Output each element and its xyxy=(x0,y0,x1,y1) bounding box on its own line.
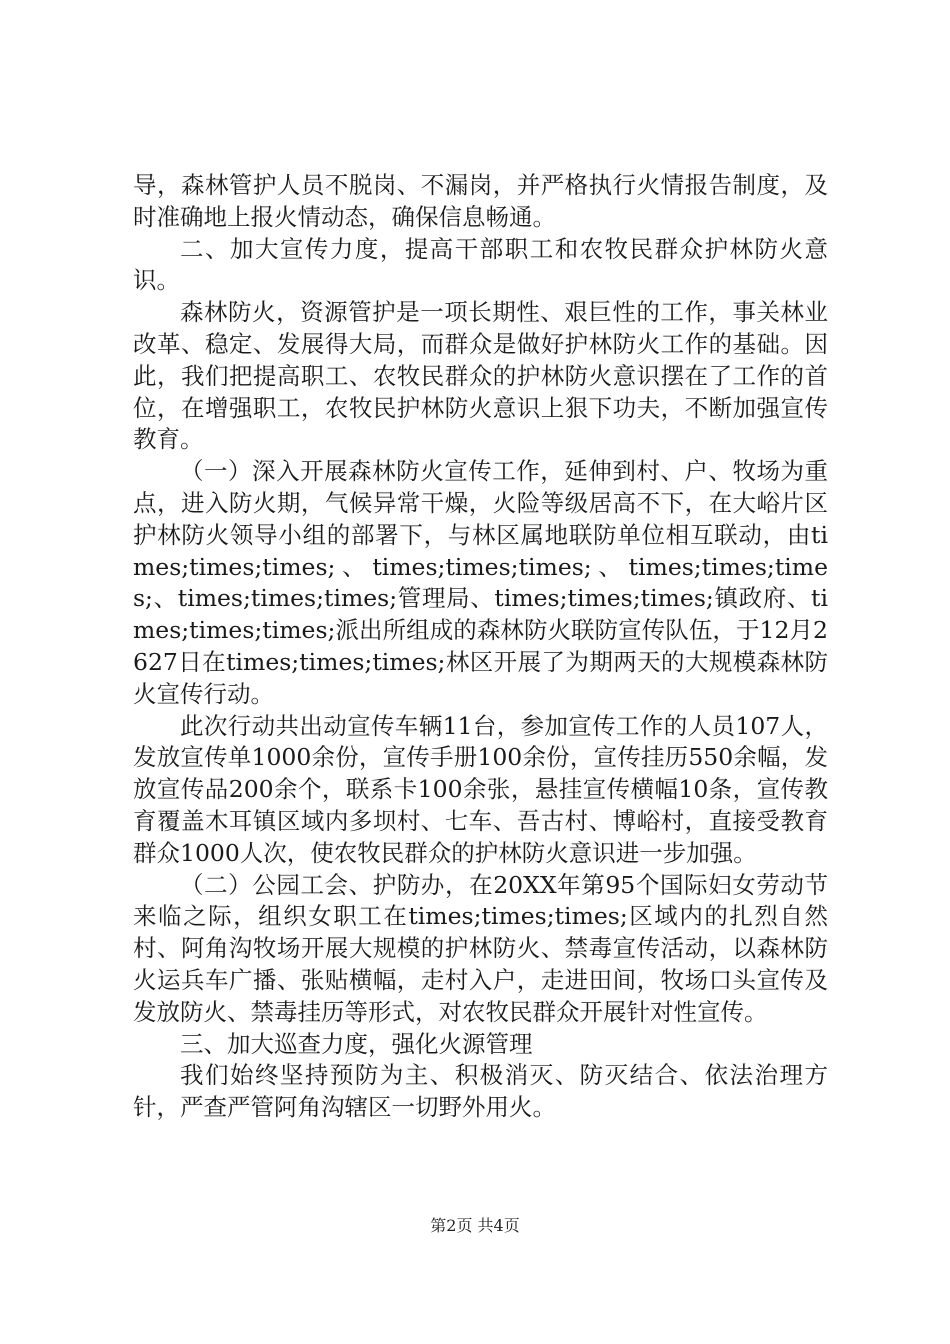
section-heading-3: 三、加大巡查力度，强化火源管理 xyxy=(180,1029,533,1058)
page-number-footer: 第2页 共4页 xyxy=(430,1216,520,1235)
paragraph-forest-fire: 森林防火，资源管护是一项长期性、艰巨性的工作，事关林业改革、稳定、发展得大局，而群众是做好护林防火工作的基础。因此，我们把提高职工、农牧民群众的护林防火意识摆在了工作的首位，在增强职工，农牧民护林防火意识上狠下功夫，不断加强宣传教育。 xyxy=(133,298,828,454)
paragraph-fire-management: 我们始终坚持预防为主、积极消灭、防灭结合、依法治理方针，严查严管阿角沟辖区一切野外用火。 xyxy=(133,1061,828,1122)
paragraph-subsection-1: （一）深入开展森林防火宣传工作，延伸到村、户、牧场为重点，进入防火期，气候异常干燥，火险等级居高不下，在大峪片区护林防火领导小组的部署下，与林区属地联防单位相互联动，由times;times;times;、times;times;times;、times;times;times;、times;times;times;管理局、times;times;times;镇政府、times;times;times;派出所组成的森林防火联防宣传队伍，于12月2627日在times;times;times;林区开展了为期两天的大规模森林防火宣传行动。 xyxy=(133,457,828,708)
paragraph-subsection-2: （二）公园工会、护防办，在20XX年第95个国际妇女劳动节来临之际，组织女职工在times;times;times;区域内的扎烈自然村、阿角沟牧场开展大规模的护林防火、禁毒宣传活动，以森林防火运兵车广播、张贴横幅，走村入户，走进田间，牧场口头宣传及发放防火、禁毒挂历等形式，对农牧民群众开展针对性宣传。 xyxy=(133,870,828,1026)
paragraph-campaign-stats: 此次行动共出动宣传车辆11台，参加宣传工作的人员107人，发放宣传单1000余份，宣传手册100余份，宣传挂历550余幅，发放宣传品200余个，联系卡100余张，悬挂宣传横幅10条，宣传教育覆盖木耳镇区域内多坝村、七车、吾古村、博峪村，直接受教育群众1000人次，使农牧民群众的护林防火意识进一步加强。 xyxy=(133,711,828,867)
section-heading-2: 二、加大宣传力度，提高干部职工和农牧民群众护林防火意识。 xyxy=(133,234,828,295)
document-body xyxy=(133,170,828,1124)
paragraph-continuation: 导，森林管护人员不脱岗、不漏岗，并严格执行火情报告制度，及时准确地上报火情动态，确保信息畅通。 xyxy=(133,171,828,231)
